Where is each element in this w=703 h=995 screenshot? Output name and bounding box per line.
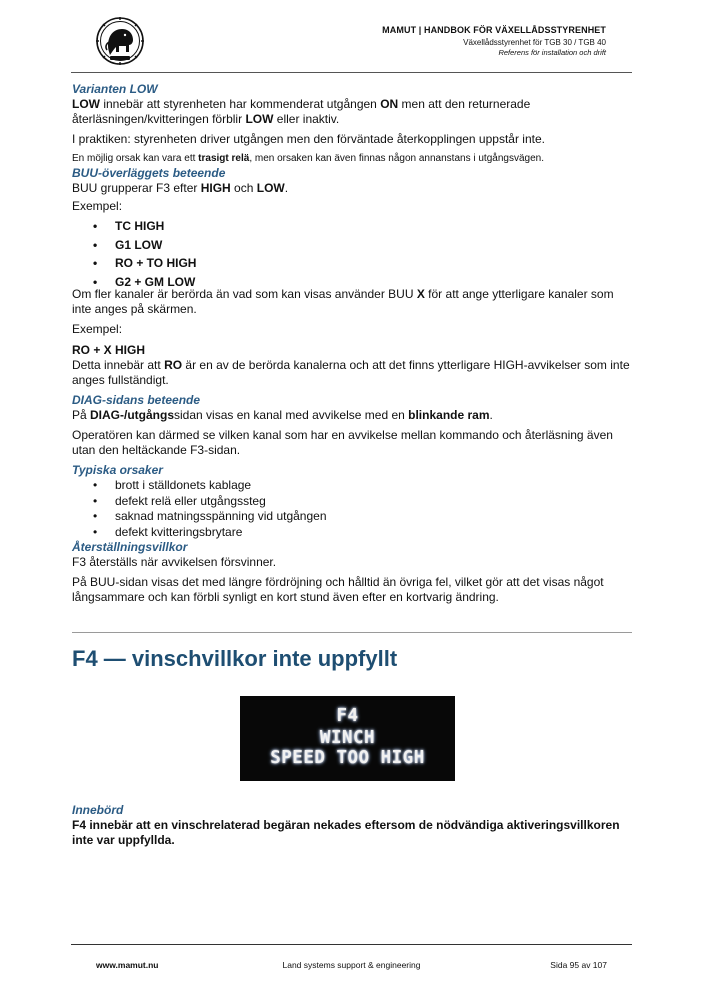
reset-heading: Återställningsvillkor xyxy=(72,540,188,554)
header-rule xyxy=(71,72,632,73)
meaning-text: F4 innebär att en vinschrelaterad begäran nekades eftersom de nödvändiga aktiveringsvillkoren inte var uppfyllda. xyxy=(72,818,620,847)
display-line-message: SPEED TOO HIGH xyxy=(270,748,425,768)
diag-heading: DIAG-sidans beteende xyxy=(72,393,201,407)
f3-body xyxy=(72,82,634,605)
buu-example-list xyxy=(72,217,634,291)
footer-tagline: Land systems support & engineering xyxy=(282,960,421,970)
footer-website: www.mamut.nu xyxy=(96,960,159,970)
low-variant-practice: I praktiken: styrenheten driver utgången men den förväntade återkopplingen uppstår inte. xyxy=(72,132,545,146)
list-item: • saknad matningsspänning vid utgången xyxy=(72,509,634,525)
list-item: • defekt relä eller utgångssteg xyxy=(72,494,634,510)
meaning-heading: Innebörd xyxy=(72,803,124,817)
reset-paragraph-1: F3 återställs när avvikelsen försvinner. xyxy=(72,555,277,569)
page-header xyxy=(382,25,606,57)
footer-rule xyxy=(71,944,632,945)
list-item: • RO + TO HIGH xyxy=(72,254,634,273)
list-item: • G1 LOW xyxy=(72,236,634,255)
mamut-logo xyxy=(95,16,145,66)
low-variant-paragraph: LOW innebär att styrenheten har kommenderat utgången ON men att den returnerade återläsningen/kvitteringen förblir LOW eller inaktiv. xyxy=(72,97,531,126)
buu-x-explanation: Om fler kanaler är berörda än vad som kan visas använder BUU X för att ange ytterligare kanaler som inte anges på skärmen. xyxy=(72,287,614,316)
display-line-code: F4 xyxy=(336,706,359,726)
section-divider xyxy=(72,632,632,633)
low-variant-heading: Varianten LOW xyxy=(72,82,158,96)
diag-operator-paragraph: Operatören kan därmed se vilken kanal som har en avvikelse mellan kommando och återläsning även utan den heltäckande F3-sidan. xyxy=(72,428,613,457)
header-title: MAMUT | HANDBOK FÖR VÄXELLÅDSSTYRENHET xyxy=(382,25,606,35)
header-reference: Referens för installation och drift xyxy=(498,48,606,57)
footer-page-number: Sida 95 av 107 xyxy=(550,960,607,970)
buu-example-2: RO + X HIGH xyxy=(72,343,146,357)
causes-heading: Typiska orsaker xyxy=(72,463,163,477)
f4-title: F4 — vinschvillkor inte uppfyllt xyxy=(72,646,398,671)
low-variant-cause: En möjlig orsak kan vara ett trasigt relä, men orsaken kan även finnas någon annanstans i utgångsvägen. xyxy=(72,153,544,164)
list-item: • brott i ställdonets kablage xyxy=(72,478,634,494)
list-item: • TC HIGH xyxy=(72,217,634,236)
display-screenshot xyxy=(240,696,455,781)
buu-example-label: Exempel: xyxy=(72,199,123,213)
buu-grouping: BUU grupperar F3 efter HIGH och LOW. xyxy=(72,181,289,195)
diag-paragraph: På DIAG-/utgångssidan visas en kanal med avvikelse med en blinkande ram. xyxy=(72,408,493,422)
buu-heading: BUU-överläggets beteende xyxy=(72,166,226,180)
list-item: • defekt kvitteringsbrytare xyxy=(72,525,634,541)
buu-ro-explanation: Detta innebär att RO är en av de berörda kanalerna och att det finns ytterligare HIGH-avvikelser som inte anges fullständigt. xyxy=(72,358,630,387)
header-subtitle: Växellådsstyrenhet för TGB 30 / TGB 40 xyxy=(463,38,606,47)
causes-list xyxy=(72,478,634,540)
display-line-title: WINCH xyxy=(319,728,376,748)
list-item: • G2 + GM LOW xyxy=(72,273,634,292)
reset-paragraph-2: På BUU-sidan visas det med längre fördröjning och hålltid än övriga fel, vilket gör att det visas något långsammare och kan förbli synligt en kort stund även efter en kortvarig ändring. xyxy=(72,575,604,604)
buu-example-label-2: Exempel: xyxy=(72,322,123,336)
f4-meaning xyxy=(72,803,634,848)
